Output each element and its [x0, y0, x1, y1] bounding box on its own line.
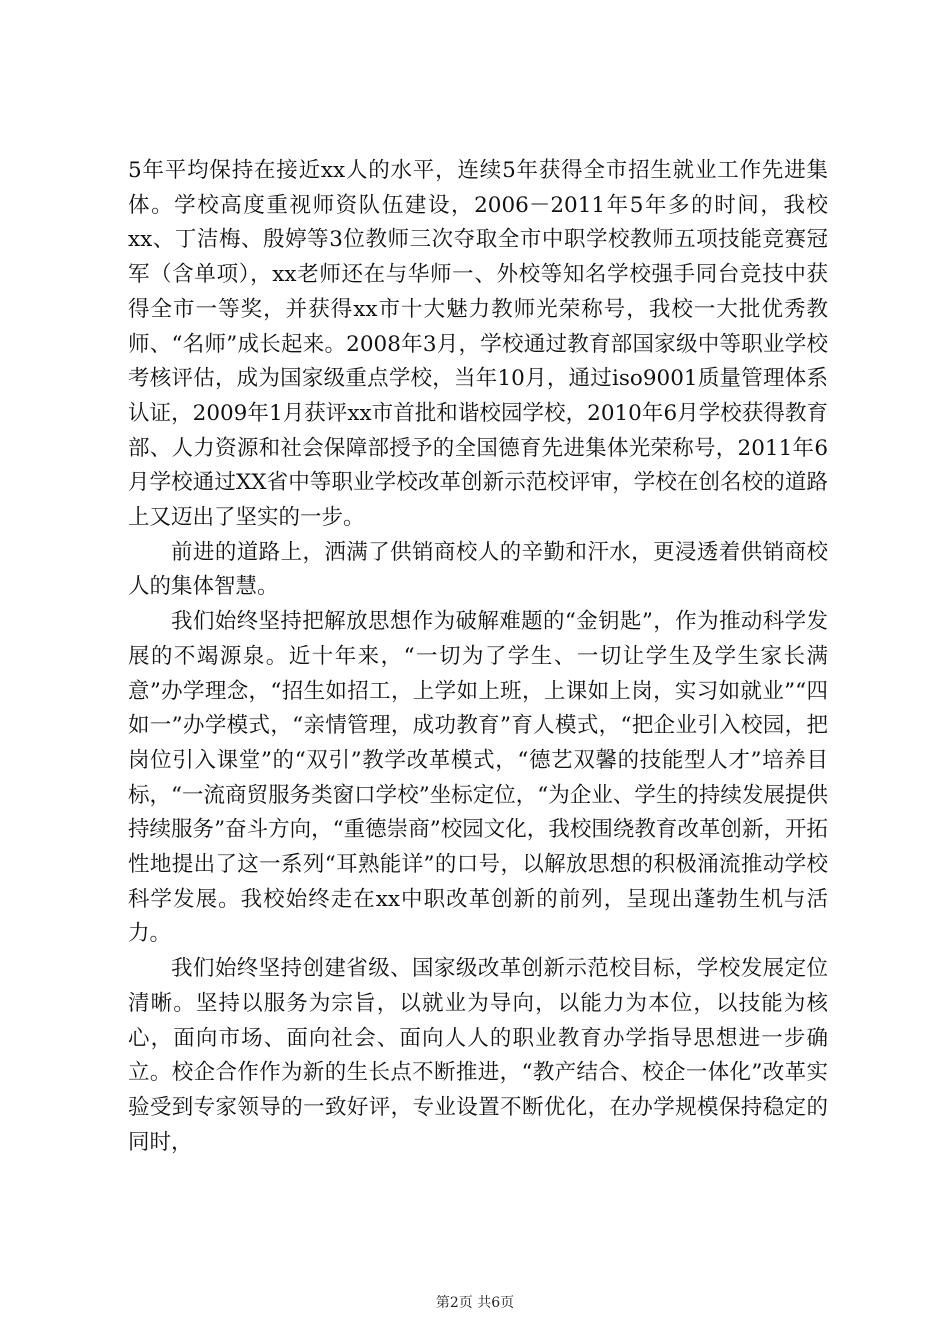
paragraph: 我们始终坚持创建省级、国家级改革创新示范校目标，学校发展定位清晰。坚持以服务为宗旨，以就业为导向，以能力为本位，以技能为核心，面向市场、面向社会、面向人人的职业教育办学指导思想进一步确立。校企合作作为新的生长点不断推进，“教产结合、校企一体化”改革实验受到专家领导的一致好评，专业设置不断优化，在办学规模保持稳定的同时， — [128, 956, 828, 1155]
paragraph-continuation: 5年平均保持在接近xx人的水平，连续5年获得全市招生就业工作先进集体。学校高度重视师资队伍建设，2006－2011年5年多的时间，我校xx、丁洁梅、殷婷等3位教师三次夺取全市中职学校教师五项技能竞赛冠军（含单项），xx老师还在与华师一、外校等知名学校强手同台竞技中获得全市一等奖，并获得xx市十大魅力教师光荣称号，我校一大批优秀教师、“名师”成长起来。2008年3月，学校通过教育部国家级中等职业学校考核评估，成为国家级重点学校，当年10月，通过iso9001质量管理体系认证，2009年1月获评xx市首批和谐校园学校，2010年6月学校获得教育部、人力资源和社会保障部授予的全国德育先进集体光荣称号，2011年6月学校通过XX省中等职业学校改革创新示范校评审，学校在创名校的道路上又迈出了坚实的一步。 — [128, 158, 828, 531]
paragraph: 我们始终坚持把解放思想作为破解难题的“金钥匙”，作为推动科学发展的不竭源泉。近十年来，“一切为了学生、一切让学生及学生家长满意”办学理念，“招生如招工，上学如上班，上课如上岗，实习如就业”“四如一”办学模式，“亲情管理，成功教育”育人模式，“把企业引入校园，把岗位引入课堂”的“双引”教学改革模式，“德艺双馨的技能型人才”培养目标，“一流商贸服务类窗口学校”坐标定位，“为企业、学生的持续发展提供持续服务”奋斗方向，“重德崇商”校园文化，我校围绕教育改革创新，开拓性地提出了这一系列“耳熟能详”的口号，以解放思想的积极涌流推动学校科学发展。我校始终走在xx中职改革创新的前列，呈现出蓬勃生机与活力。 — [128, 609, 828, 947]
page-footer: 第2页 共6页 — [435, 1295, 515, 1311]
body-text — [128, 154, 828, 1160]
paragraph: 前进的道路上，洒满了供销商校人的辛勤和汗水，更浸透着供销商校人的集体智慧。 — [128, 539, 828, 600]
